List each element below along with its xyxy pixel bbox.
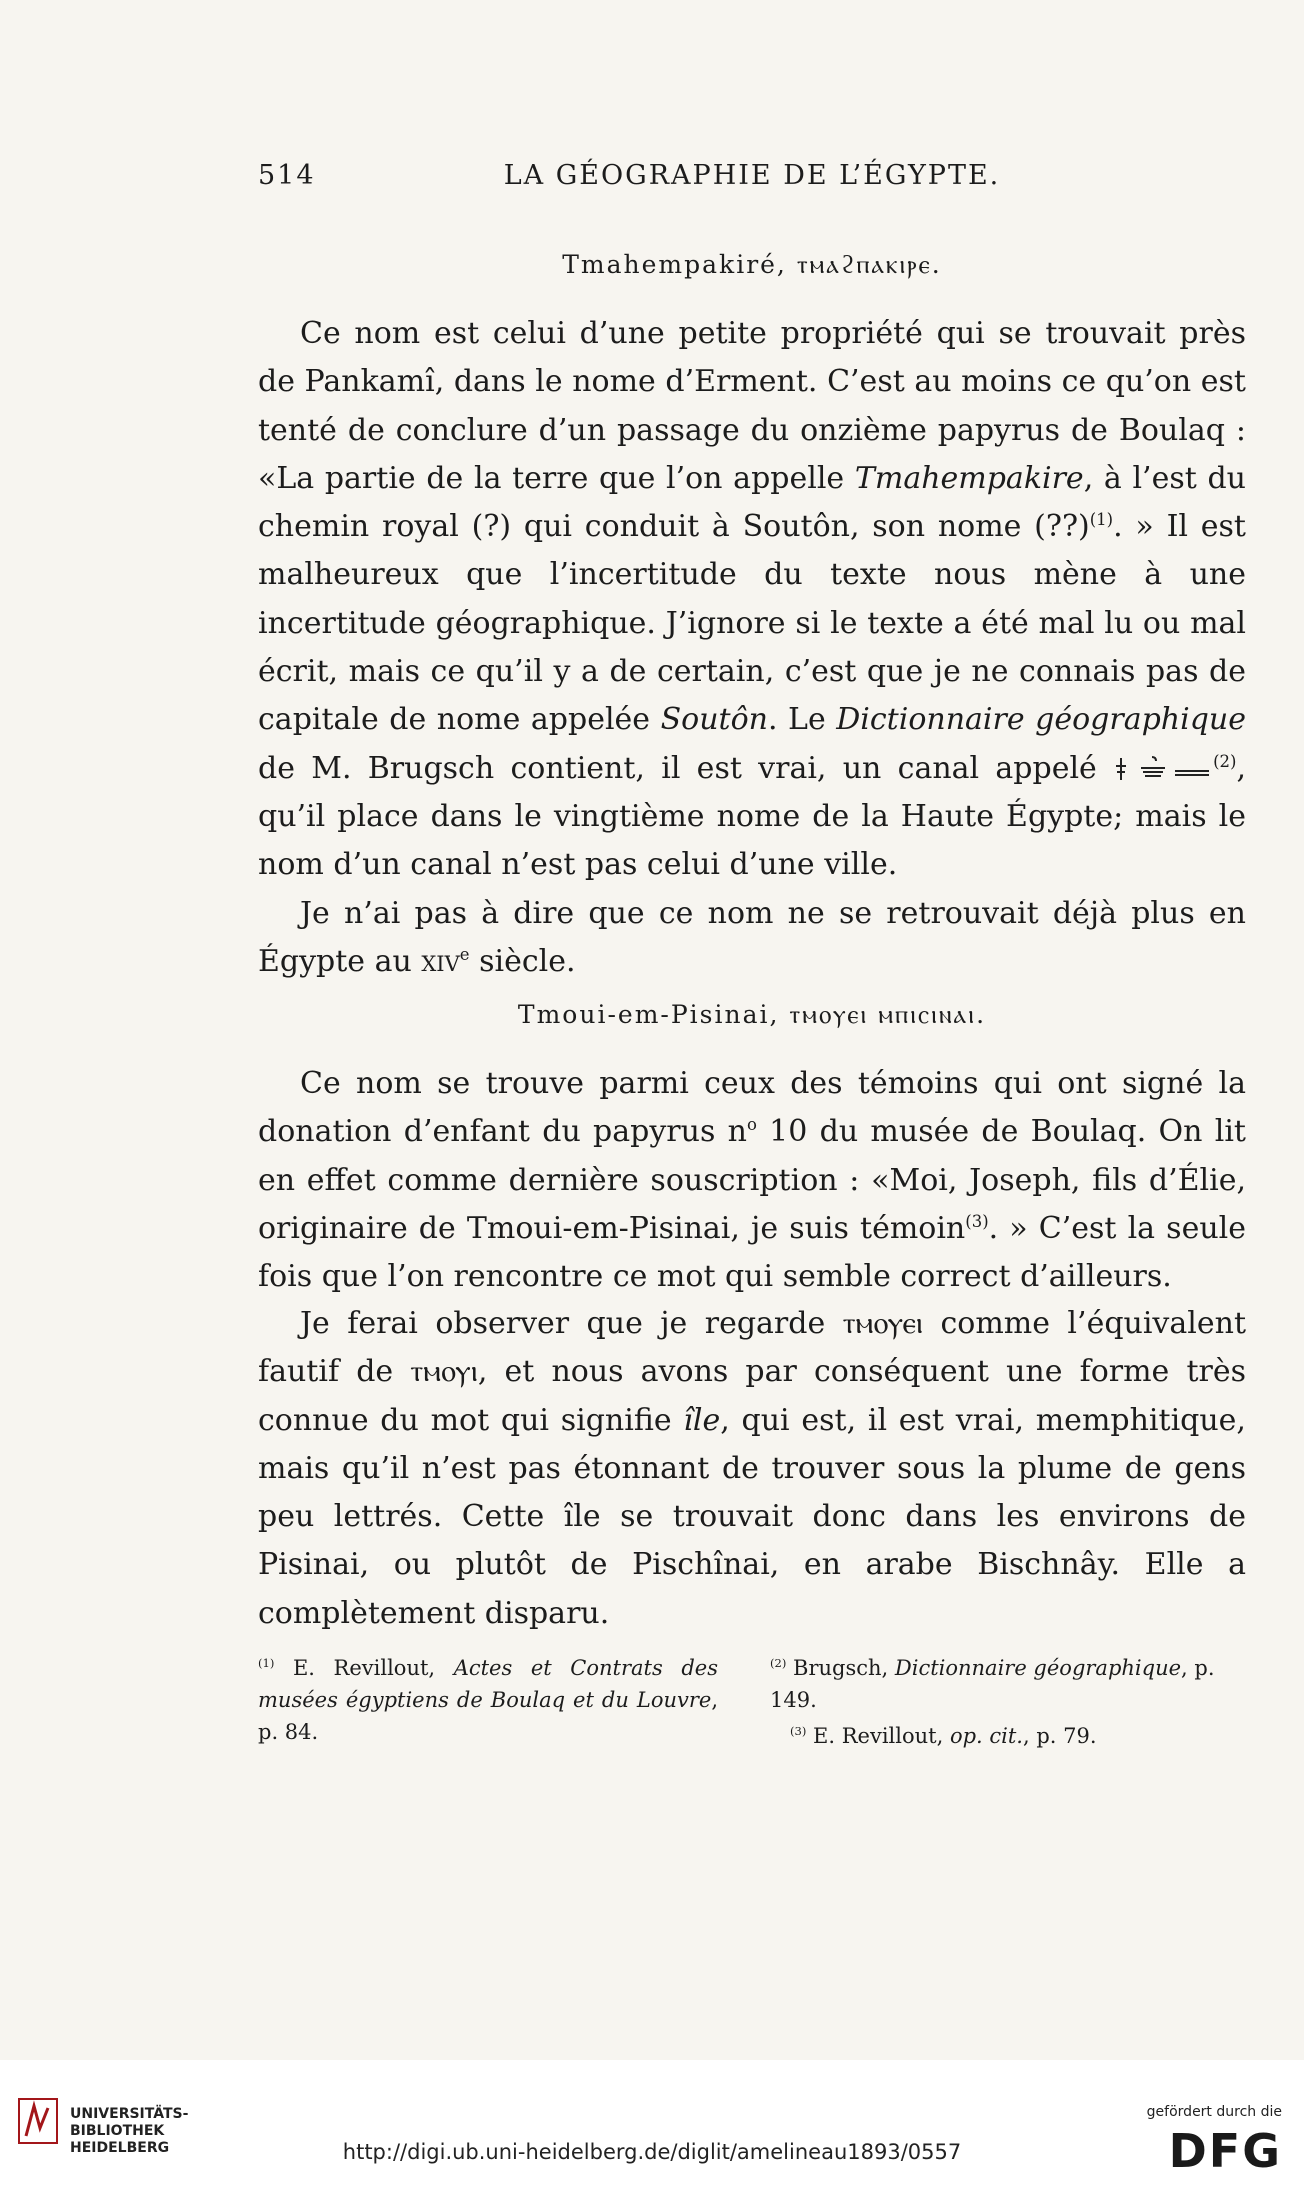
paragraph: Je n’ai pas à dire que ce nom ne se retrouvait déjà plus en Égypte au xiv$^e$ siècle. bbox=[258, 896, 1246, 980]
library-logo-icon bbox=[18, 2098, 58, 2144]
paragraph: Ce nom est celui d’une petite propriété qui se trouvait près de Pankamî, dans le nome d’Erment. C’est au moins ce qu’on est tenté de conclure d’un passage du onzième papyrus de Boulaq : «La partie de la terre que l’on appelle Tmahempakire, à l’est du chemin royal (?) qui conduit à Soutôn, son nome (??)$^{(1)}$. » Il est malheureux que l’incertitude du texte nous mène à une incertitude géographique. J’ignore si le texte a été mal lu ou mal écrit, mais ce qu’il y a de certain, c’est que je ne connais pas de capitale de nome appelée Soutôn. Le Dictionnaire géographique de M. Brugsch contient, il est vrai, un canal appelé $^{(2)}$, qu’il place dans le vingtième nome de la Haute Égypte; mais le nom d’un canal n’est pas celui d’une ville. bbox=[258, 316, 1246, 883]
section-heading-tmahempakire: Tmahempakiré, ⲧⲙⲁϩⲡⲁⲕⲓⲣⲉ. bbox=[562, 250, 942, 279]
footnote: $^{(2)}$ Brugsch, Dictionnaire géographique, p. 149. bbox=[770, 1656, 1215, 1712]
source-url-link[interactable]: http://digi.ub.uni-heidelberg.de/diglit/amelineau1893/0557 bbox=[342, 2140, 962, 2164]
footnote-ref[interactable]: (3) bbox=[965, 1211, 989, 1231]
footer-bar bbox=[0, 2060, 1304, 2193]
running-title: LA GÉOGRAPHIE DE L’ÉGYPTE. bbox=[503, 160, 1001, 191]
paragraph: Ce nom se trouve parmi ceux des témoins qui ont signé la donation d’enfant du papyrus $n^o$ 10 du musée de Boulaq. On lit en effet comme dernière souscription : «Moi, Joseph, fils d’Élie, originaire de Tmoui-em-Pisinai, je suis témoin$^{(3)}$. » C’est la seule fois que l’on rencontre ce mot qui semble correct d’ailleurs. bbox=[258, 1066, 1246, 1295]
footnote-ref[interactable]: (1) bbox=[1089, 510, 1114, 530]
footnote: $^{(1)}$ E. Revillout, Actes et Contrats des musées égyptiens de Boulaq et du Louvre, p. 84. bbox=[258, 1656, 718, 1744]
section-heading-tmoui-em-pisinai: Tmoui-em-Pisinai, ⲧⲙⲟⲩⲉⲓ ⲙⲡⲓⲥⲓⲛⲁⲓ. bbox=[517, 1000, 987, 1029]
running-head bbox=[258, 160, 1246, 200]
hieroglyph-canal-icon bbox=[1113, 754, 1213, 782]
dfg-logo: DFG bbox=[1168, 2124, 1282, 2178]
footnote: $^{(3)}$ E. Revillout, op. cit., p. 79. bbox=[790, 1724, 1097, 1748]
footnote-ref[interactable]: (2) bbox=[1213, 751, 1237, 771]
library-name: UNIVERSITÄTS- BIBLIOTHEK HEIDELBERG bbox=[70, 2106, 189, 2156]
paragraph: Je ferai observer que je regarde ⲧⲙⲟⲩⲉⲓ comme l’équivalent fautif de ⲧⲙⲟⲩⲓ, et nous avons par conséquent une forme très connue du mot qui signifie île, qui est, il est vrai, memphitique, mais qu’il n’est pas étonnant de trouver sous la plume de gens peu lettrés. Cette île se trouvait donc dans les environs de Pisinai, ou plutôt de Pischînai, en arabe Bischnây. Elle a complètement disparu. bbox=[258, 1306, 1246, 1631]
page-number: 514 bbox=[258, 160, 316, 191]
funder-note: gefördert durch die bbox=[1146, 2104, 1282, 2120]
